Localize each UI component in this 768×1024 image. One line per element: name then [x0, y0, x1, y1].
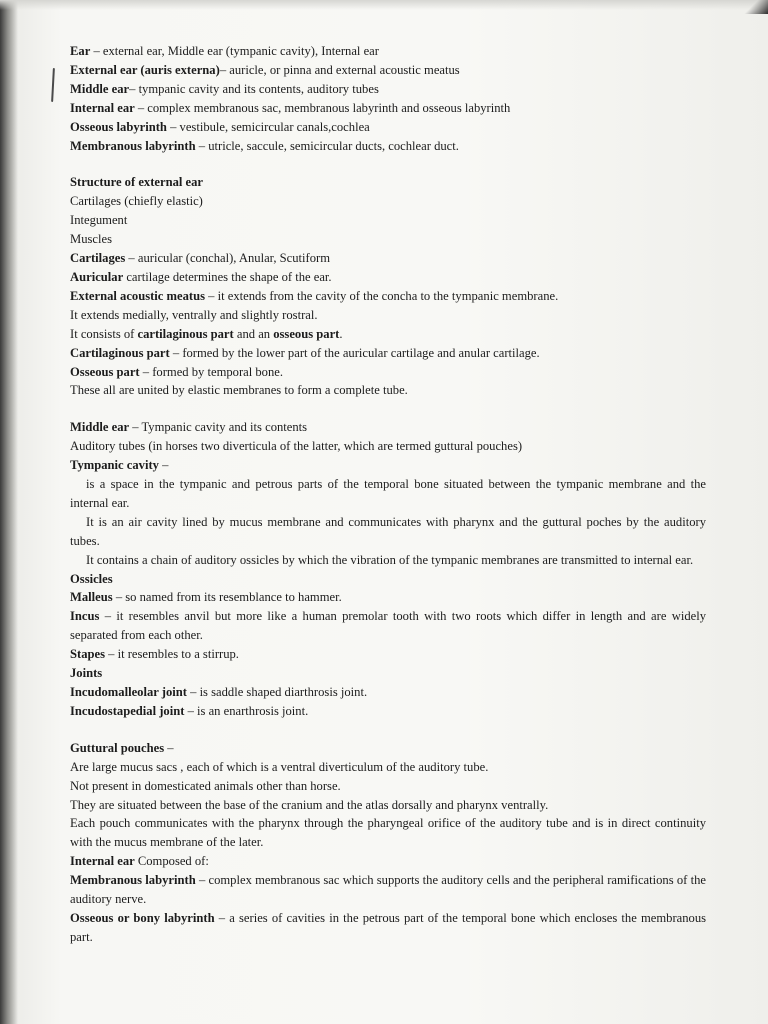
separator: – [139, 364, 153, 379]
section-gap [70, 721, 706, 739]
term-heading: Tympanic cavity [70, 458, 159, 473]
separator: – [112, 590, 126, 605]
separator: – [214, 910, 230, 925]
body-text: a series of cavities in the petrous part of the temporal bone which encloses the membranous part. [70, 910, 707, 944]
text-line [70, 645, 706, 664]
page-top-shadow [0, 0, 768, 10]
term-heading: Middle ear [70, 81, 130, 96]
text-line [70, 702, 706, 721]
body-text: It consists of [70, 326, 138, 341]
text-line [70, 211, 706, 230]
term-heading: Ossicles [70, 571, 113, 586]
separator: – [184, 703, 198, 718]
body-text: tympanic cavity and its contents, auditory tubes [138, 81, 379, 96]
term-heading: Membranous labyrinth [70, 138, 196, 153]
text-line [70, 588, 706, 607]
body-text: These all are united by elastic membranes to form a complete tube. [70, 383, 408, 398]
text-line [70, 80, 706, 99]
body-text: and an [233, 326, 274, 341]
term-heading: Osseous or bony labyrinth [70, 910, 215, 925]
body-text: formed by temporal bone. [152, 364, 284, 379]
body-text: external ear, Middle ear (tympanic cavity), Internal ear [102, 44, 379, 58]
term-heading: Internal ear [70, 100, 135, 115]
separator: – [129, 81, 139, 96]
bold-term: cartilaginous part [137, 326, 234, 341]
body-text: Auditory tubes (in horses two diverticula of the latter, which are termed guttural pouches) [70, 439, 523, 454]
text-line [70, 230, 706, 249]
term-heading: Stapes [70, 647, 105, 662]
body-text: complex membranous sac which supports the auditory cells and the peripheral ramifications of the auditory nerve. [70, 873, 706, 907]
separator: – [129, 420, 142, 435]
text-line [70, 363, 706, 382]
text-line [70, 287, 706, 306]
term-heading: Osseous labyrinth [70, 119, 167, 134]
body-text: They are situated between the base of the cranium and the atlas dorsally and pharynx ventrally. [70, 797, 549, 812]
term-heading: External ear (auris externa) [70, 62, 220, 77]
term-heading: Internal ear [70, 854, 135, 869]
text-line [70, 118, 706, 137]
text-line [70, 796, 706, 815]
term-heading: Joints [70, 666, 103, 681]
text-line [70, 192, 706, 211]
body-text: so named from its resemblance to hammer. [125, 590, 342, 605]
body-text: It extends medially, ventrally and slightly rostral. [70, 307, 318, 322]
text-line [70, 381, 706, 400]
separator: – [205, 288, 218, 303]
body-text: Each pouch communicates with the pharynx through the pharyngeal orifice of the auditory tube and is in direct continuity with the mucus membrane of the later. [70, 816, 706, 850]
text-line [70, 739, 706, 758]
term-heading: Ear [70, 44, 91, 58]
term-heading: External acoustic meatus [70, 288, 206, 303]
text-line [70, 42, 706, 61]
text-line [70, 173, 706, 192]
body-text: complex membranous sac, membranous labyrinth and osseous labyrinth [147, 100, 511, 115]
body-text: Are large mucus sacs , each of which is a ventral diverticulum of the auditory tube. [70, 759, 489, 774]
text-line [70, 570, 706, 589]
body-text: It is an air cavity lined by mucus membrane and communicates with pharynx and the guttural poches by the auditory tubes. [70, 514, 706, 548]
term-heading: Incus [70, 609, 100, 624]
separator: – [219, 62, 230, 77]
text-line [70, 513, 706, 551]
body-text: it extends from the cavity of the concha to the tympanic membrane. [217, 288, 559, 303]
body-text: . [339, 326, 343, 341]
term-heading: Incudomalleolar joint [70, 685, 187, 699]
text-line [70, 61, 706, 80]
text-line [70, 814, 706, 852]
body-text: Not present in domesticated animals other than horse. [70, 778, 341, 793]
term-heading: Malleus [70, 590, 113, 605]
separator: – [99, 609, 117, 624]
body-text: Cartilages (chiefly elastic) [70, 194, 203, 209]
document-body [70, 42, 706, 947]
body-text: It contains a chain of auditory ossicles by which the vibration of the tympanic membranes are transmitted to internal ear. [86, 552, 694, 567]
body-text: cartilage determines the shape of the ear. [126, 269, 332, 284]
term-heading: Incudostapedial joint [70, 703, 185, 718]
text-line [70, 325, 706, 344]
body-text: it resembles to a stirrup. [117, 647, 239, 662]
separator: – [169, 345, 183, 360]
text-line [70, 683, 706, 702]
term-heading: Cartilaginous part [70, 345, 170, 360]
separator: – [90, 44, 103, 58]
separator: – [186, 685, 200, 699]
page-corner-shadow [742, 0, 768, 14]
text-line [70, 137, 706, 156]
separator: – [158, 458, 169, 473]
separator: – [134, 100, 148, 115]
body-text: Muscles [70, 232, 112, 247]
text-line [70, 456, 706, 475]
text-line [70, 437, 706, 456]
term-heading: Structure of external ear [70, 175, 204, 190]
term-heading: Cartilages [70, 251, 126, 266]
body-text: is a space in the tympanic and petrous parts of the temporal bone situated between the tympanic membrane and the internal ear. [70, 477, 706, 510]
body-text: auricular (conchal), Anular, Scutiform [137, 251, 331, 266]
term-heading: Osseous part [70, 364, 140, 379]
term-heading: Membranous labyrinth [70, 873, 196, 888]
bold-term: osseous part [273, 326, 340, 341]
text-line [70, 664, 706, 683]
body-text: auricle, or pinna and external acoustic meatus [229, 62, 460, 77]
text-line [70, 249, 706, 268]
body-text: Integument [70, 213, 128, 228]
term-heading: Auricular [70, 269, 124, 284]
page-edge-shadow [0, 0, 18, 1024]
text-line [70, 777, 706, 796]
text-line [70, 909, 706, 947]
text-line [70, 551, 706, 570]
body-text: Composed of: [137, 854, 209, 869]
section-gap [70, 400, 706, 418]
body-text: formed by the lower part of the auricular cartilage and anular cartilage. [182, 345, 540, 360]
text-line [70, 418, 706, 437]
term-heading: Guttural pouches [70, 740, 165, 755]
text-line [70, 852, 706, 871]
body-text: is an enarthrosis joint. [197, 703, 309, 718]
separator: – [105, 647, 118, 662]
text-line [70, 607, 706, 645]
separator: – [125, 251, 138, 266]
term-heading: Middle ear [70, 420, 130, 435]
body-text: utricle, saccule, semicircular ducts, cochlear duct. [208, 138, 459, 153]
text-line [70, 871, 706, 909]
separator: – [166, 119, 180, 134]
text-line [70, 475, 706, 513]
text-line [70, 268, 706, 287]
body-text: vestibule, semicircular canals,cochlea [179, 119, 370, 134]
text-line [70, 344, 706, 363]
body-text: is saddle shaped diarthrosis joint. [199, 685, 368, 699]
separator: – [195, 873, 209, 888]
separator: – [164, 740, 174, 755]
text-line [70, 758, 706, 777]
body-text: Tympanic cavity and its contents [141, 420, 308, 435]
body-text: it resembles anvil but more like a human premolar tooth with two roots which differ in length and are widely separated from each other. [70, 609, 707, 643]
text-line [70, 306, 706, 325]
separator: – [195, 138, 209, 153]
text-line [70, 99, 706, 118]
section-gap [70, 155, 706, 173]
